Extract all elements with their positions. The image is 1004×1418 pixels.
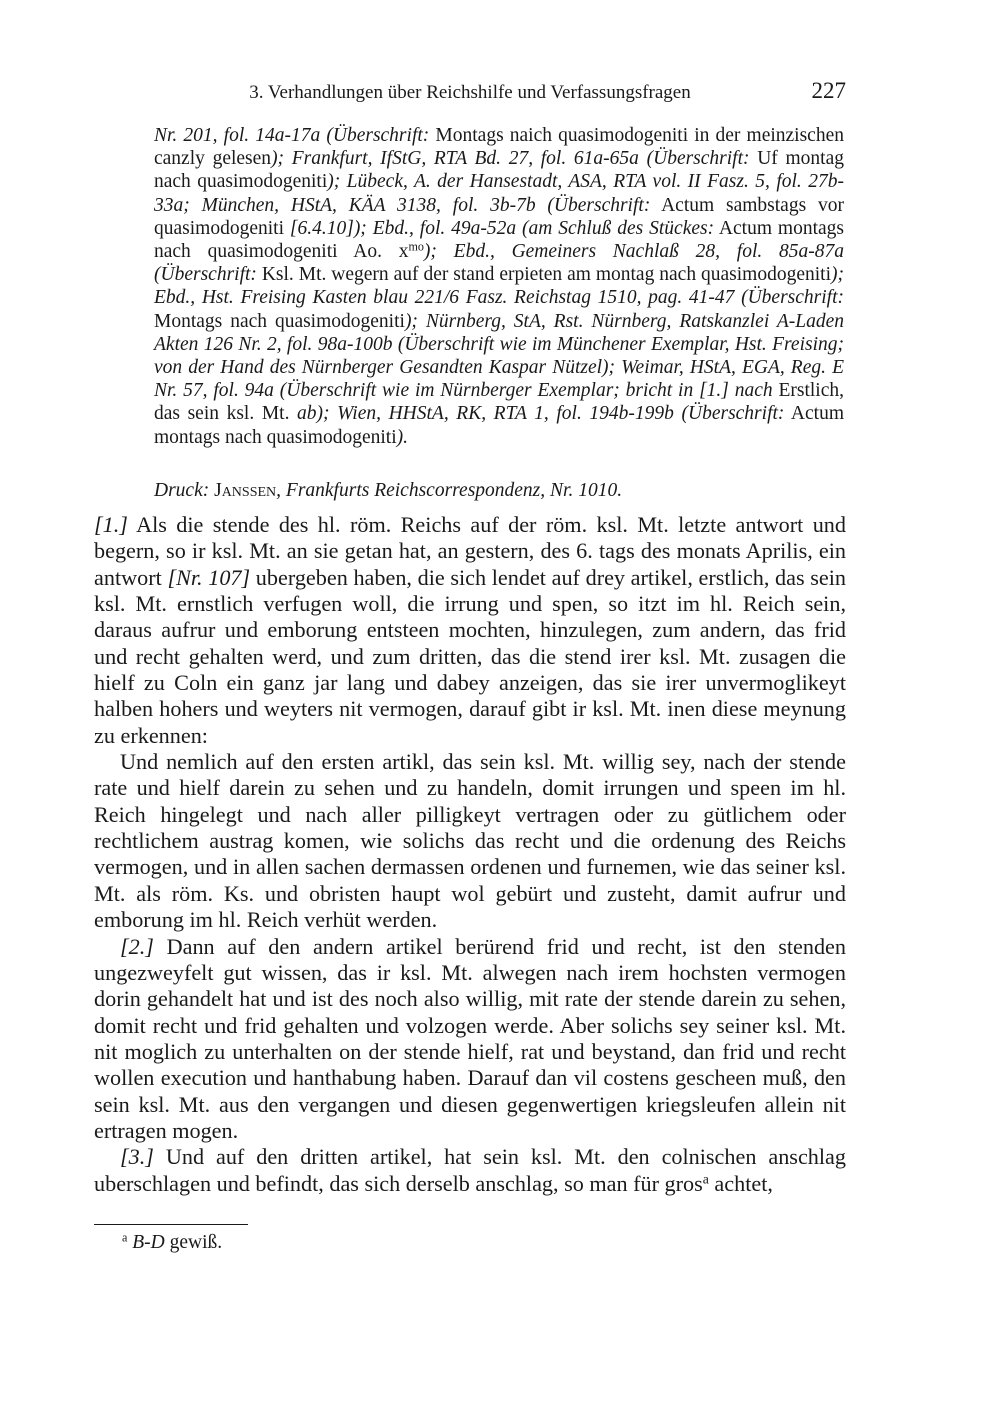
footnote-text: gewiß. [164,1232,223,1253]
footnote [122,1232,222,1254]
section-number: [2.] [120,933,154,959]
running-head: 3. Verhandlungen über Reichshilfe und Verfassungsfragen [249,82,691,103]
paragraph [94,1144,846,1197]
druck-author: Janssen [214,480,277,501]
section-number: [1.] [94,512,128,537]
paragraph-text: Als die stende des hl. röm. Reichs auf der röm. ksl. Mt. letzte antwort und begern, so ir ksl. Mt. an sie getan hat, an gestern, des 6. tags des monats Aprilis, ein antwort [94,512,846,590]
paragraph [94,934,846,1145]
footnote-marker: a [702,1171,709,1187]
source-quote: Actum montags nach quasimodogeniti Ao. x [154,217,844,263]
section-number: [3.] [120,1144,154,1170]
source-text: ); Ebd., Hst. Freising Kasten blau 221/6 Fasz. Reichstag 1510, pag. 41-47 (Überschrift: [154,264,844,309]
source-text: ); Lübeck, A. der Hansestadt, ASA, RTA vol. II Fasz. 5, fol. 27b-33a; München, HStA, KÄA 3138, fol. 3b-7b (Überschrift: [154,171,844,216]
paragraph-text: Und nemlich auf den ersten artikl, das sein ksl. Mt. willig sey, nach der stende rate und hielf darein zu sehen und zu handeln, domit irrungen und speen im hl. Reich hingelegt und nach aller pilligkeyt vertragen oder zu gütlichem oder rechtlichem austrag komen, wie solichs das recht und die ordenung des Reichs vermogen, und in allen sachen dermassen ordenen und furnemen, wie das seiner ksl. Mt. als röm. Ks. und obristen haupt wol gebürt und zusteht, damit aufrur und emborung im hl. Reich verhüt werden. [94,749,846,933]
source-quote: Montags nach quasimodogeniti [154,310,405,332]
source-text: ab); Wien, HHStA, RK, RTA 1, fol. 194b-199b (Überschrift: [297,403,785,425]
source-apparatus [154,124,844,449]
source-text: ); Frankfurt, IfStG, RTA Bd. 27, fol. 61a-65a (Überschrift: [271,148,750,170]
paragraph-text: ubergeben haben, die sich lendet auf drey artikel, erstlich, das sein ksl. Mt. ernstlich verfugen woll, die irrung und spen, so itzt im hl. Reich sein, daraus aufrur und emborung entsteen mochten, hinzulegen, zum andern, das frid und recht gehalten werd, und zum dritten, das die stend irer ksl. Mt. zusagen die hielf zu Coln ein ganz jar lang und dabey anzeigen, das sie irer unvermoglikeyt halben hohers und weyters nit vermogen, darauf gibt ir ksl. Mt. inen diese meynung zu erkennen: [94,564,846,748]
source-quote: Actum montags nach quasimodogeniti [154,403,844,448]
source-quote: Uf montag nach quasimodogeniti [154,148,844,193]
cross-reference: [Nr. 107] [167,564,251,590]
source-text: ). [396,426,409,448]
source-text: Nr. 201, fol. 14a-17a (Überschrift: [154,125,430,146]
paragraph [94,749,846,933]
druck-label: Druck: [154,480,215,501]
paragraph-text: Dann auf den andern artikel berürend frid und recht, ist den stenden ungezweyfelt gut wissen, das ir ksl. Mt. alwegen nach irem hochsten vermogen dorin gehandelt hat und ist des noch also willig, mit rate der stende darein zu sehen, domit recht und frid gehalten und volzogen werde. Aber solichs sey seiner ksl. Mt. nit moglich zu unterhalten on der stende hielf, rat und beystand, dan frid und recht wollen execution und hanthabung haben. Darauf dan vil costens gescheen muß, den sein ksl. Mt. aus den vergangen und diesen gegenwertigen kriegsleufen allein nit ertragen mogen. [94,933,846,1143]
source-quote: Erstlich, das sein ksl. Mt. [154,380,844,425]
page-number: 227 [811,78,846,103]
footnote-mark: a [122,1230,128,1245]
page-header [94,78,846,108]
paragraph [94,512,846,749]
footnote-ref: B-D [127,1232,165,1253]
source-text: ); Ebd., Gemeiners Nachlaß 28, fol. 85a-87a (Überschrift: [154,241,844,286]
source-quote: Ksl. Mt. wegern auf der stand erpieten am montag nach quasimodogeniti [256,264,831,286]
source-quote: Montags naich quasimodogeniti in der meinzischen canzly gelesen [154,125,844,170]
source-quote: Actum sambstags vor quasimodogeniti [154,194,844,239]
druck-title: , Frankfurts Reichscorrespondenz, Nr. 1010. [276,480,623,501]
main-text [94,512,846,1197]
footnote-rule [94,1224,248,1225]
source-text: [6.4.10]); Ebd., fol. 49a-52a (am Schluß des Stückes: [289,217,715,239]
paragraph-text: Und auf den dritten artikel, hat sein ksl. Mt. den colnischen anschlag uberschlagen und befindt, das sich derselb anschlag, so man für gros [94,1144,846,1196]
paragraph-text: achtet, [708,1170,773,1196]
print-reference [154,480,844,502]
superscript: mo [408,239,424,254]
source-text: ); Nürnberg, StA, Rst. Nürnberg, Ratskanzlei A-Laden Akten 126 Nr. 2, fol. 98a-100b (Überschrift wie im Münchener Exemplar, Hst. Freising; von der Hand des Nürnberger Gesandten Kaspar Nützel); Weimar, HStA, EGA, Reg. E Nr. 57, fol. 94a (Überschrift wie im Nürnberger Exemplar; bricht in [1.] nach [154,310,844,402]
